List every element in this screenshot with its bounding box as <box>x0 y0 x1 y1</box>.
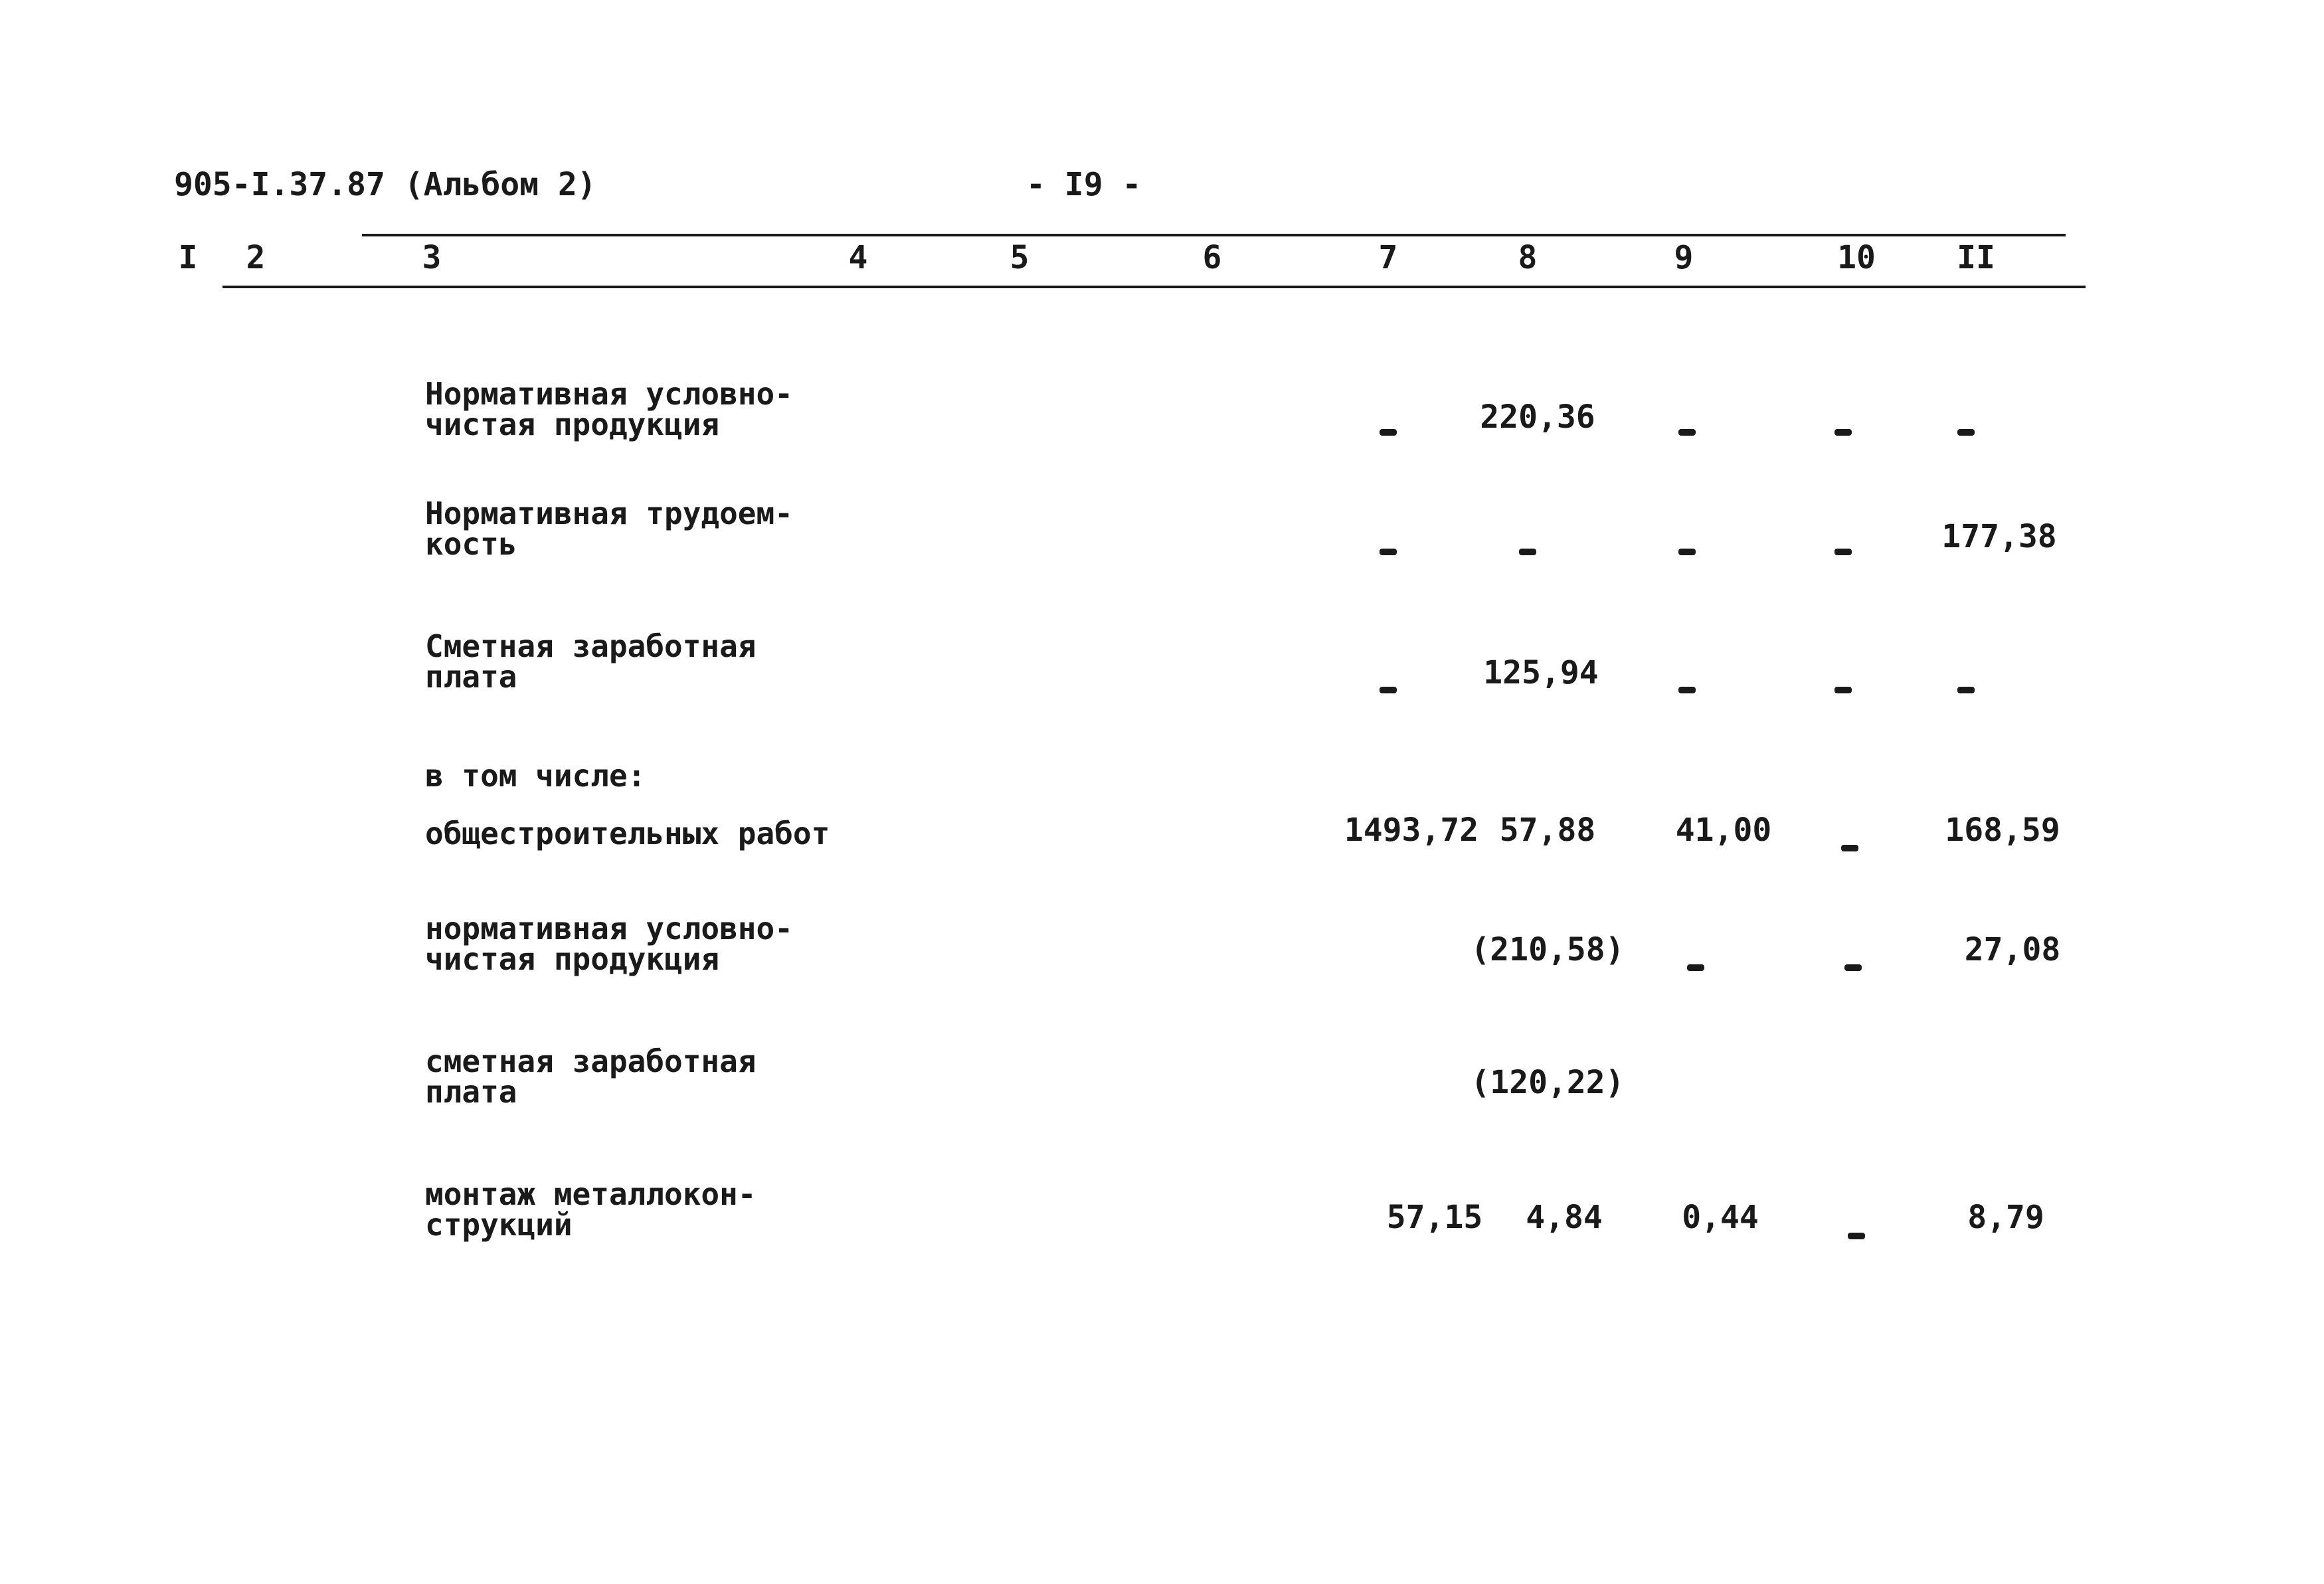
row-label-line: Сметная заработная <box>425 628 757 664</box>
page-number: - I9 - <box>1026 166 1142 203</box>
cell-col9-empty-dash <box>1678 664 1696 701</box>
header-rule-bottom <box>223 286 2086 288</box>
header-rule-top <box>362 234 2066 236</box>
column-number-6: 6 <box>1202 239 1222 276</box>
row-label-line: нормативная условно- <box>425 911 793 946</box>
cell-col11: 27,08 <box>1964 931 2061 968</box>
column-number-4: 4 <box>848 239 868 276</box>
cell-col7-empty-dash <box>1380 406 1397 444</box>
cell-col11-empty-dash <box>1957 664 1975 701</box>
cell-col10-empty-dash <box>1834 526 1852 563</box>
row-label-line: в том числе: <box>425 758 646 794</box>
row-label-line: струкций <box>425 1207 573 1243</box>
cell-col9-empty-dash <box>1678 526 1696 563</box>
cell-col10-empty-dash <box>1834 664 1852 701</box>
cell-col10-empty-dash <box>1848 1210 1865 1247</box>
cell-col8: (120,22) <box>1471 1064 1625 1101</box>
row-label-line: чистая продукция <box>425 941 720 977</box>
column-number-5: 5 <box>1010 239 1029 276</box>
column-number-10: 10 <box>1837 239 1876 276</box>
cell-col9: 41,00 <box>1675 812 1772 849</box>
cell-col8: 57,88 <box>1499 812 1596 849</box>
cell-col11: 177,38 <box>1941 518 2057 555</box>
column-number-9: 9 <box>1674 239 1694 276</box>
row-label-line: чистая продукция <box>425 406 720 442</box>
row-label <box>425 818 830 849</box>
cell-col10-empty-dash <box>1834 406 1852 444</box>
cell-col7-empty-dash <box>1380 664 1397 701</box>
row-label-line: сметная заработная <box>425 1043 757 1079</box>
row-label-line: общестроительных работ <box>425 816 830 851</box>
row-label <box>425 495 793 562</box>
cell-col11: 168,59 <box>1945 812 2060 849</box>
cell-col8-empty-dash <box>1519 526 1536 563</box>
column-number-1: I <box>178 239 198 276</box>
row-label <box>425 376 793 442</box>
column-number-3: 3 <box>422 239 442 276</box>
cell-col7: 57,15 <box>1386 1199 1483 1236</box>
cell-col9: 0,44 <box>1682 1199 1759 1236</box>
cell-col7: 1493,72 <box>1344 812 1479 849</box>
cell-col8: (210,58) <box>1471 931 1625 968</box>
row-label-line: плата <box>425 659 517 695</box>
column-number-8: 8 <box>1518 239 1538 276</box>
row-label <box>425 911 793 977</box>
row-label <box>425 1043 757 1110</box>
row-label <box>425 1176 757 1243</box>
column-number-2: 2 <box>246 239 266 276</box>
row-label-line: плата <box>425 1074 517 1110</box>
cell-col11: 8,79 <box>1967 1199 2044 1236</box>
cell-col7-empty-dash <box>1380 526 1397 563</box>
cell-col8: 4,84 <box>1526 1199 1603 1236</box>
cell-col10-empty-dash <box>1844 942 1862 979</box>
row-label <box>425 628 757 695</box>
cell-col9-empty-dash <box>1678 406 1696 444</box>
row-label-line: кость <box>425 526 517 562</box>
cell-col8: 125,94 <box>1483 654 1599 691</box>
cell-col9-empty-dash <box>1687 942 1704 979</box>
cell-col10-empty-dash <box>1841 822 1858 859</box>
document-code: 905-I.37.87 (Альбом 2) <box>174 166 596 203</box>
row-label <box>425 758 646 794</box>
row-label-line: Нормативная условно- <box>425 376 793 412</box>
column-number-7: 7 <box>1378 239 1398 276</box>
cell-col8: 220,36 <box>1480 398 1595 436</box>
row-label-line: монтаж металлокон- <box>425 1176 757 1212</box>
row-label-line: Нормативная трудоем- <box>425 495 793 531</box>
column-number-11: II <box>1957 239 1995 276</box>
cell-col11-empty-dash <box>1957 406 1975 444</box>
